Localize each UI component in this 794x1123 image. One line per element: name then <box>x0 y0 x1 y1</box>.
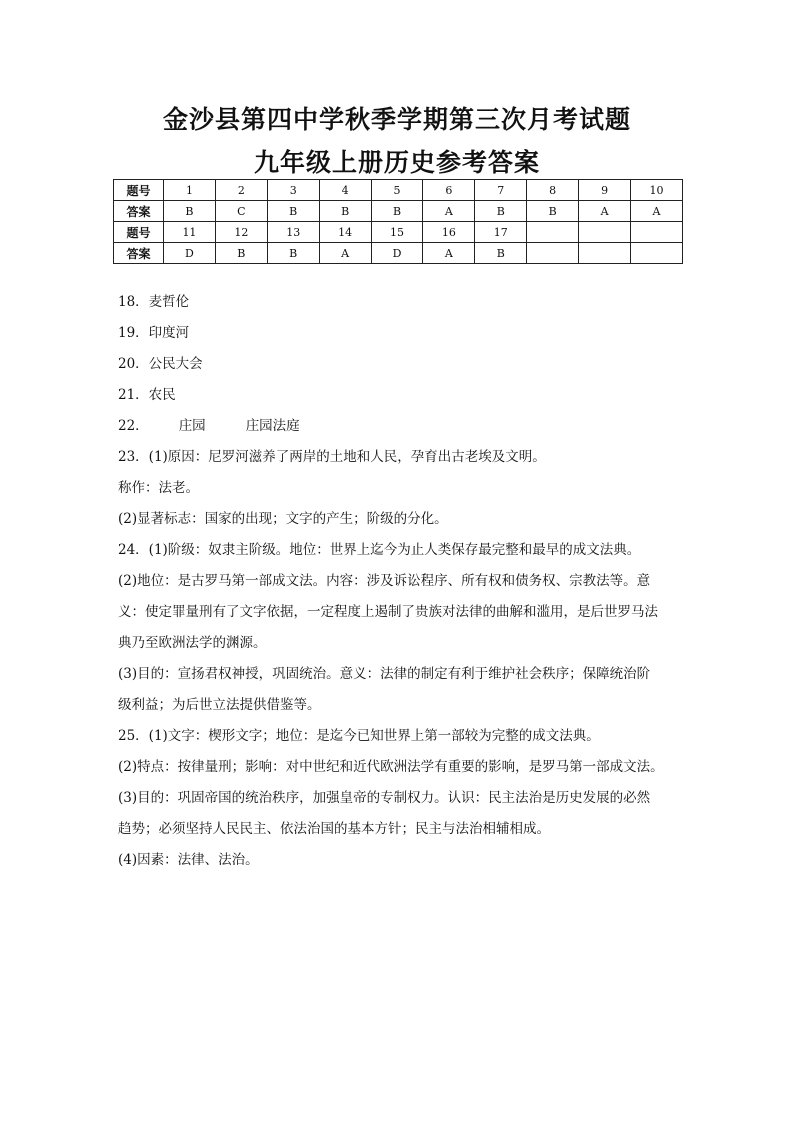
table-cell: D <box>164 243 216 264</box>
table-cell: 8 <box>527 180 579 201</box>
table-cell: B <box>475 243 527 264</box>
table-cell <box>527 222 579 243</box>
answer-22-part-a: 庄园 <box>178 418 206 434</box>
table-row-header: 题号 <box>114 222 164 243</box>
table-cell: 16 <box>423 222 475 243</box>
table-cell: 10 <box>631 180 683 201</box>
table-cell: A <box>423 243 475 264</box>
answer-22-part-b: 庄园法庭 <box>245 418 300 434</box>
table-cell: 1 <box>164 180 216 201</box>
answer-22 <box>118 415 688 446</box>
answer-23-line-3: (2)显著标志：国家的出现；文字的产生；阶级的分化。 <box>118 511 448 527</box>
table-row-header: 答案 <box>114 201 164 222</box>
table-cell: 5 <box>371 180 423 201</box>
table-cell <box>579 222 631 243</box>
table-row <box>114 243 683 264</box>
answer-18: 18．麦哲伦 <box>118 294 190 310</box>
answers-section <box>118 291 688 880</box>
answer-24-line-4: 典乃至欧洲法学的渊源。 <box>118 635 267 651</box>
table-cell: 2 <box>215 180 267 201</box>
table-cell <box>527 243 579 264</box>
table-cell: 11 <box>164 222 216 243</box>
table-cell: B <box>475 201 527 222</box>
table-cell <box>631 243 683 264</box>
page-subtitle: 九年级上册历史参考答案 <box>253 148 540 177</box>
table-cell: B <box>164 201 216 222</box>
table-cell: A <box>631 201 683 222</box>
answer-25-line-4: 趋势；必须坚持人民民主、依法治国的基本方针；民主与法治相辅相成。 <box>118 821 550 837</box>
table-row-header: 答案 <box>114 243 164 264</box>
answer-25-line-3: (3)目的：巩固帝国的统治秩序，加强皇帝的专制权力。认识：民主法治是历史发展的必然 <box>118 790 651 806</box>
answer-24-line-5: (3)目的：宣扬君权神授，巩固统治。意义：法律的制定有利于维护社会秩序；保障统治阶 <box>118 666 651 682</box>
table-cell: B <box>267 201 319 222</box>
answer-19: 19．印度河 <box>118 325 190 341</box>
answer-table <box>113 179 683 264</box>
table-cell: 9 <box>579 180 631 201</box>
answer-25-line-1: 25．(1)文字：楔形文字；地位：是迄今已知世界上第一部较为完整的成文法典。 <box>118 728 600 744</box>
table-cell: D <box>371 243 423 264</box>
table-cell <box>579 243 631 264</box>
table-cell: A <box>423 201 475 222</box>
table-cell: A <box>319 243 371 264</box>
table-cell: C <box>215 201 267 222</box>
table-cell: B <box>267 243 319 264</box>
page-title: 金沙县第四中学秋季学期第三次月考试题 <box>162 105 631 134</box>
table-cell <box>631 222 683 243</box>
table-cell: 3 <box>267 180 319 201</box>
answer-25-line-5: (4)因素：法律、法治。 <box>118 852 259 868</box>
table-cell: 17 <box>475 222 527 243</box>
table-cell: B <box>371 201 423 222</box>
table-cell: 12 <box>215 222 267 243</box>
answer-21: 21．农民 <box>118 387 176 403</box>
table-cell: 14 <box>319 222 371 243</box>
table-cell: B <box>527 201 579 222</box>
table-cell: B <box>215 243 267 264</box>
answer-20: 20．公民大会 <box>118 356 203 372</box>
answer-25-line-2: (2)特点：按律量刑；影响：对中世纪和近代欧洲法学有重要的影响，是罗马第一部成文法。 <box>118 759 664 775</box>
answer-22-number: 22． <box>118 418 149 434</box>
answer-24-line-3: 义：使定罪量刑有了文字依据，一定程度上遏制了贵族对法律的曲解和滥用，是后世罗马法 <box>118 604 658 620</box>
table-cell: 15 <box>371 222 423 243</box>
table-cell: 4 <box>319 180 371 201</box>
table-cell: B <box>319 201 371 222</box>
table-cell: A <box>579 201 631 222</box>
answer-24-line-2: (2)地位：是古罗马第一部成文法。内容：涉及诉讼程序、所有权和债务权、宗教法等。意 <box>118 573 651 589</box>
answer-23-line-1: 23．(1)原因：尼罗河滋养了两岸的土地和人民，孕育出古老埃及文明。 <box>118 449 546 465</box>
table-row <box>114 222 683 243</box>
answer-23-line-2: 称作：法老。 <box>118 480 199 496</box>
table-cell: 13 <box>267 222 319 243</box>
table-cell: 7 <box>475 180 527 201</box>
answer-24-line-6: 级利益；为后世立法提供借鉴等。 <box>118 697 321 713</box>
table-row-header: 题号 <box>114 180 164 201</box>
answer-24-line-1: 24．(1)阶级：奴隶主阶级。地位：世界上迄今为止人类保存最完整和最早的成文法典。 <box>118 542 641 558</box>
table-cell: 6 <box>423 180 475 201</box>
table-row <box>114 201 683 222</box>
table-row <box>114 180 683 201</box>
